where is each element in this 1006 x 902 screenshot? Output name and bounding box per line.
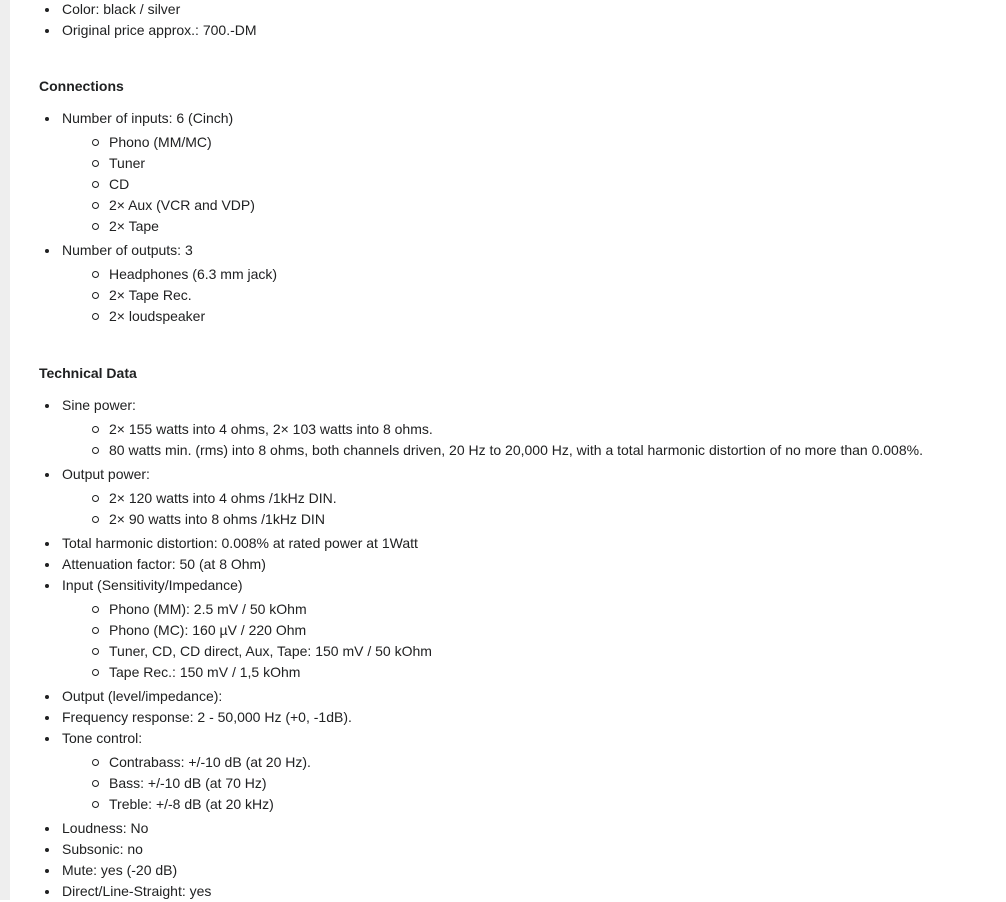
sub-list-item: Contrabass: +/-10 dB (at 20 Hz). (109, 754, 311, 770)
list-item: Subsonic: no (62, 841, 143, 857)
left-sidebar-edge (0, 0, 10, 900)
sub-list-item: Treble: +/-8 dB (at 20 kHz) (109, 796, 274, 812)
sub-list-item: Phono (MM/MC) (109, 134, 212, 150)
list-item: Total harmonic distortion: 0.008% at rated power at 1Watt (62, 535, 418, 551)
connections-list (39, 108, 277, 330)
list-item: Direct/Line-Straight: yes (62, 883, 212, 899)
list-item: Frequency response: 2 - 50,000 Hz (+0, -1dB). (62, 709, 352, 725)
sub-list (62, 599, 923, 683)
sub-list-item: Phono (MC): 160 µV / 220 Ohm (109, 622, 307, 638)
sub-list-item: 2× 155 watts into 4 ohms, 2× 103 watts into 8 ohms. (109, 421, 433, 437)
list-item: Number of outputs: 3 Headphones (6.3 mm jack) 2× Tape Rec. 2× loudspeaker (39, 240, 277, 327)
sub-list-item: 2× Aux (VCR and VDP) (109, 197, 255, 213)
sub-list-item: 2× loudspeaker (109, 308, 206, 324)
list-item: Input (Sensitivity/Impedance) Phono (MM): 2.5 mV / 50 kOhm Phono (MC): 160 µV / 220 Ohm Tuner, CD, CD direct, Aux, Tape: 150 mV / 50 kOhm Tape Rec.: 150 mV / 1,5 kOhm (39, 575, 923, 683)
list-item: Loudness: No (62, 820, 149, 836)
technical-data-list (39, 395, 923, 902)
list-item: Color: black / silver (62, 1, 181, 17)
list-item: Output (level/impedance): (62, 688, 223, 704)
sub-list-item: CD (109, 176, 130, 192)
sub-list-item: Phono (MM): 2.5 mV / 50 kOhm (109, 601, 307, 617)
sub-list-item: Tuner (109, 155, 146, 171)
list-item: Mute: yes (-20 dB) (62, 862, 178, 878)
sub-list (62, 419, 923, 461)
sub-list-item: 80 watts min. (rms) into 8 ohms, both channels driven, 20 Hz to 20,000 Hz, with a total harmonic distortion of no more than 0.008%. (109, 442, 923, 458)
sub-list-item: 2× Tape Rec. (109, 287, 192, 303)
list-item: Sine power: 2× 155 watts into 4 ohms, 2× 103 watts into 8 ohms. 80 watts min. (rms) into 8 ohms, both channels driven, 20 Hz to 20,000 Hz, with a total harmonic distortion of no more than 0.008%. (39, 395, 923, 461)
list-item: Tone control: Contrabass: +/-10 dB (at 20 Hz). Bass: +/-10 dB (at 70 Hz) Treble: +/-8 dB (at 20 kHz) (39, 728, 923, 815)
sub-list (62, 132, 277, 237)
sub-list-item: Tuner, CD, CD direct, Aux, Tape: 150 mV / 50 kOhm (109, 643, 432, 659)
sub-list-item: Tape Rec.: 150 mV / 1,5 kOhm (109, 664, 301, 680)
sub-list-item: Bass: +/-10 dB (at 70 Hz) (109, 775, 267, 791)
technical-data-heading: Technical Data (39, 365, 137, 381)
list-item: Original price approx.: 700.-DM (62, 22, 257, 38)
sub-list (62, 488, 923, 530)
general-spec-list (39, 0, 257, 41)
list-item: Attenuation factor: 50 (at 8 Ohm) (62, 556, 266, 572)
list-item: Number of inputs: 6 (Cinch) Phono (MM/MC) Tuner CD 2× Aux (VCR and VDP) 2× Tape (39, 108, 277, 237)
list-item: Output power: 2× 120 watts into 4 ohms /1kHz DIN. 2× 90 watts into 8 ohms /1kHz DIN (39, 464, 923, 530)
connections-heading: Connections (39, 78, 124, 94)
sub-list-item: Headphones (6.3 mm jack) (109, 266, 278, 282)
sub-list (62, 264, 277, 327)
sub-list (62, 752, 923, 815)
sub-list-item: 2× 90 watts into 8 ohms /1kHz DIN (109, 511, 325, 527)
sub-list-item: 2× Tape (109, 218, 159, 234)
sub-list-item: 2× 120 watts into 4 ohms /1kHz DIN. (109, 490, 337, 506)
